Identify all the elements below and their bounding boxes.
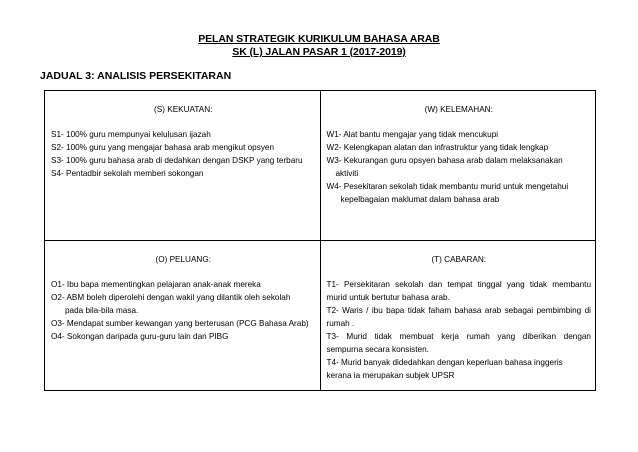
opportunity-item: O3- Mendapat sumber kewangan yang berterusan (PCG Bahasa Arab): [51, 319, 309, 328]
threat-item: T1- Persekitaran sekolah dan tempat tinggal yang tidak membantu: [326, 280, 591, 289]
weaknesses-cell: [320, 91, 596, 241]
threat-item-cont: kerana ia merupakan subjek UPSR: [326, 371, 455, 380]
threat-item: T3- Murid tidak membuat kerja rumah yang diberikan dengan: [326, 332, 591, 341]
strengths-cell: [45, 91, 321, 241]
opportunity-item: O1- Ibu bapa mementingkan pelajaran anak-anak mereka: [51, 280, 261, 289]
weakness-item: W3- Kekurangan guru opsyen bahasa arab dalam melaksanakan: [326, 156, 563, 165]
document-title: PELAN STRATEGIK KURIKULUM BAHASA ARAB: [198, 33, 440, 45]
threat-item-cont: sempurna secara konsisten.: [326, 345, 429, 354]
threats-cell: [320, 241, 596, 391]
weakness-item: W4- Pesekitaran sekolah tidak membantu murid untuk mengetahui: [326, 182, 569, 191]
opportunity-item: O2- ABM boleh diperolehi dengan wakil yang dilantik oleh sekolah: [51, 293, 291, 302]
strength-item: S1- 100% guru mempunyai kelulusan ijazah: [51, 130, 211, 139]
strength-item: S2- 100% guru yang mengajar bahasa arab mengikut opsyen: [51, 143, 275, 152]
weakness-item: W2- Kelengkapan alatan dan infrastruktur yang tidak lengkap: [326, 143, 549, 152]
opportunity-item: O4- Sokongan daripada guru-guru lain dan PIBG: [51, 332, 229, 341]
strength-item: S3- 100% guru bahasa arab di dedahkan dengan DSKP yang terbaru: [51, 156, 303, 165]
strengths-heading: (S) KEKUATAN:: [154, 105, 213, 114]
weaknesses-heading: (W) KELEMAHAN:: [424, 105, 493, 114]
weakness-item: W1- Alat bantu mengajar yang tidak mencukupi: [326, 130, 499, 139]
opportunities-heading: (O) PELUANG:: [155, 255, 211, 264]
weakness-item-cont: kepelbagaian maklumat dalam bahasa arab: [340, 195, 500, 204]
opportunity-item-cont: pada bila-bila masa.: [65, 306, 139, 315]
threat-item: T4- Murid banyak didedahkan dengan keperluan bahasa inggeris: [326, 358, 563, 367]
weakness-item-cont: aktiviti: [335, 169, 359, 178]
section-heading: JADUAL 3: ANALISIS PERSEKITARAN: [40, 70, 232, 82]
swot-table: [44, 90, 596, 391]
threats-heading: (T) CABARAN:: [431, 255, 487, 264]
document-subtitle: SK (L) JALAN PASAR 1 (2017-2019): [232, 46, 406, 58]
threat-item-cont: rumah .: [326, 319, 355, 328]
opportunities-cell: [45, 241, 321, 391]
threat-item-cont: murid untuk bertutur bahasa arab.: [326, 293, 450, 302]
strength-item: S4- Pentadbir sekolah memberi sokongan: [51, 169, 204, 178]
threat-item: T2- Waris / ibu bapa tidak faham bahasa arab sebagai pembimbing di: [326, 306, 591, 315]
